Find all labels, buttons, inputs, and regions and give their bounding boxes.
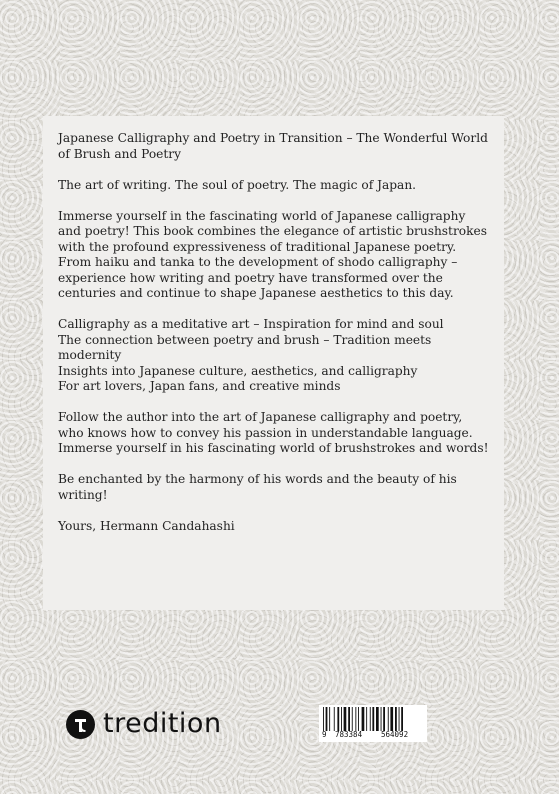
barcode-bar: [401, 707, 403, 731]
barcode-bar: [323, 707, 324, 731]
barcode-bars: [323, 707, 423, 731]
closing-line: Be enchanted by the harmony of his words and the beauty of his writing!: [58, 472, 457, 502]
highlight-item: For art lovers, Japan fans, and creative minds: [58, 379, 341, 393]
barcode-digits-left: 783384: [335, 730, 363, 739]
tagline: The art of writing. The soul of poetry. The magic of Japan.: [58, 177, 417, 192]
signature: Yours, Hermann Candahashi: [58, 518, 235, 533]
highlight-item: Insights into Japanese culture, aesthetics, and calligraphy: [58, 363, 418, 378]
barcode-bar: [329, 707, 330, 731]
barcode-bar: [344, 707, 347, 731]
book-title: Japanese Calligraphy and Poetry in Transition – The Wonderful World of Brush and Poetry: [58, 131, 488, 161]
barcode-bar: [326, 707, 328, 731]
barcode-bar: [348, 707, 350, 731]
barcode-bar: [355, 707, 356, 731]
barcode-bar: [337, 707, 339, 731]
highlights-list: [58, 317, 490, 395]
barcode-bar: [381, 707, 382, 731]
barcode-digit-first: 9: [322, 730, 327, 739]
highlight-item: The connection between poetry and brush – Tradition meets modernity: [58, 332, 432, 362]
barcode-bar: [372, 707, 374, 731]
barcode-bar: [352, 707, 353, 731]
barcode-bar: [388, 707, 389, 731]
barcode-digits-right: 564092: [381, 730, 409, 739]
barcode-bar: [362, 707, 365, 731]
publisher-logo: [66, 708, 222, 740]
isbn-barcode: [319, 705, 427, 742]
barcode-bar: [366, 707, 367, 731]
barcode-bar: [334, 707, 335, 731]
tredition-logo-icon: [66, 710, 95, 739]
barcode-bar: [383, 707, 385, 731]
intro-paragraph: Immerse yourself in the fascinating world of Japanese calligraphy and poetry! This book combines the elegance of artistic brushstrokes with the profound expressiveness of traditional Japanese poetry. From haiku and tanka to the development of shodo calligraphy – experience how writing and poetry have transformed over the centuries and continue to shape Japanese aesthetics to this day.: [58, 208, 487, 300]
barcode-bar: [358, 707, 359, 731]
back-cover-text: [58, 131, 490, 550]
barcode-bar: [376, 707, 379, 731]
highlight-item: Calligraphy as a meditative art – Inspiration for mind and soul: [58, 317, 444, 331]
barcode-bar: [341, 707, 342, 731]
barcode-bar: [370, 707, 371, 731]
author-paragraph: Follow the author into the art of Japanese calligraphy and poetry, who knows how to convey his passion in understandable language. Immerse yourself in his fascinating world of brushstrokes and words!: [58, 410, 489, 455]
barcode-bar: [390, 707, 393, 731]
barcode-bar: [399, 707, 400, 731]
barcode-bar: [395, 707, 397, 731]
publisher-name: tredition: [103, 708, 222, 739]
